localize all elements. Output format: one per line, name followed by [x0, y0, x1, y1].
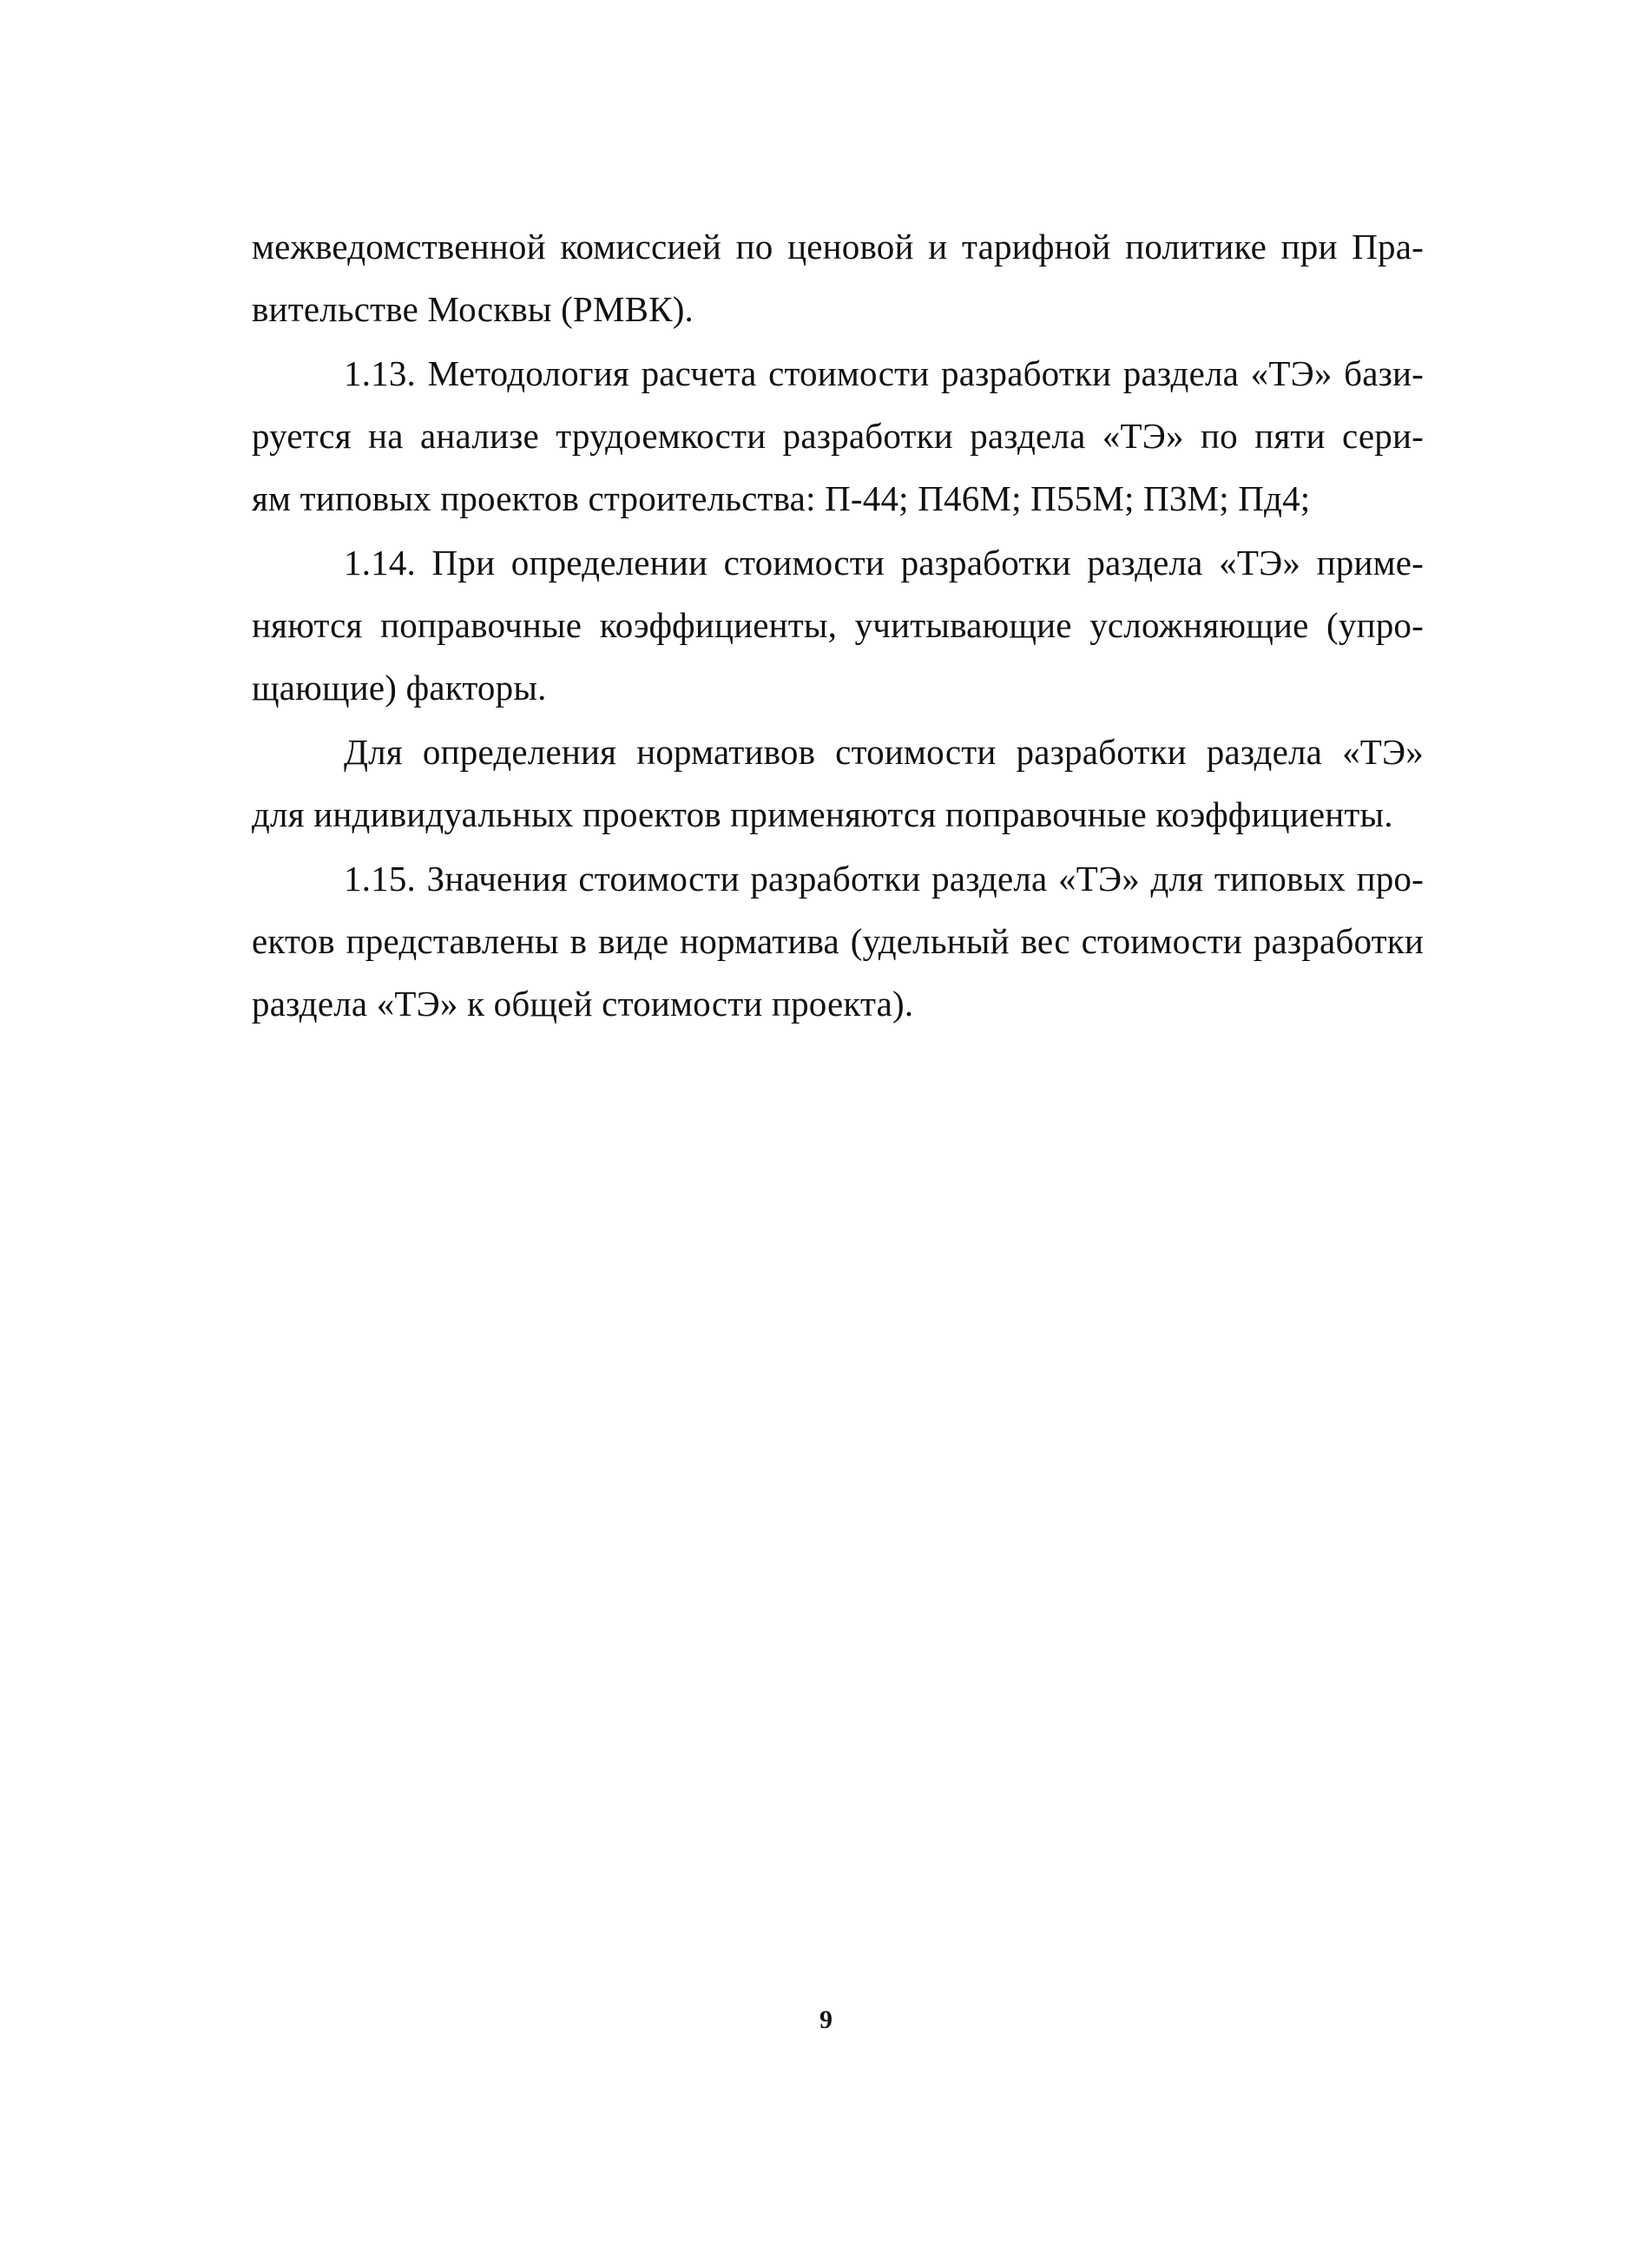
- paragraph-rmvk: [252, 215, 1424, 340]
- text-line: для индивидуальных проектов применяются поправочные коэффициенты.: [252, 794, 1393, 834]
- text-line: 1.13. Методология расчета стоимости разработки раздела «ТЭ» бази-: [344, 353, 1424, 393]
- text-line: няются поправочные коэффициенты, учитывающие усложняющие (упро-: [252, 605, 1424, 645]
- text-line: руется на анализе трудоемкости разработки раздела «ТЭ» по пяти сери-: [252, 416, 1424, 456]
- paragraph-individual-projects: [252, 721, 1424, 846]
- paragraph-1-14: [252, 531, 1424, 719]
- text-line: 1.14. При определении стоимости разработки раздела «ТЭ» приме-: [344, 543, 1424, 583]
- text-line: межведомственной комиссией по ценовой и тарифной политике при Пра-: [252, 227, 1424, 267]
- body-text: [252, 215, 1424, 1035]
- text-line: вительстве Москвы (РМВК).: [252, 289, 694, 329]
- text-line: раздела «ТЭ» к общей стоимости проекта).: [252, 984, 914, 1024]
- text-line: 1.15. Значения стоимости разработки раздела «ТЭ» для типовых про-: [344, 859, 1424, 899]
- page-number: 9: [819, 2005, 833, 2034]
- paragraph-1-13: [252, 342, 1424, 530]
- text-line: ектов представлены в виде норматива (удельный вес стоимости разработки: [252, 921, 1424, 961]
- text-line: ям типовых проектов строительства: П-44; П46М; П55М; П3М; Пд4;: [252, 478, 1311, 518]
- paragraph-1-15: [252, 847, 1424, 1035]
- text-line: Для определения нормативов стоимости разработки раздела «ТЭ»: [344, 732, 1424, 772]
- text-line: щающие) факторы.: [252, 668, 547, 708]
